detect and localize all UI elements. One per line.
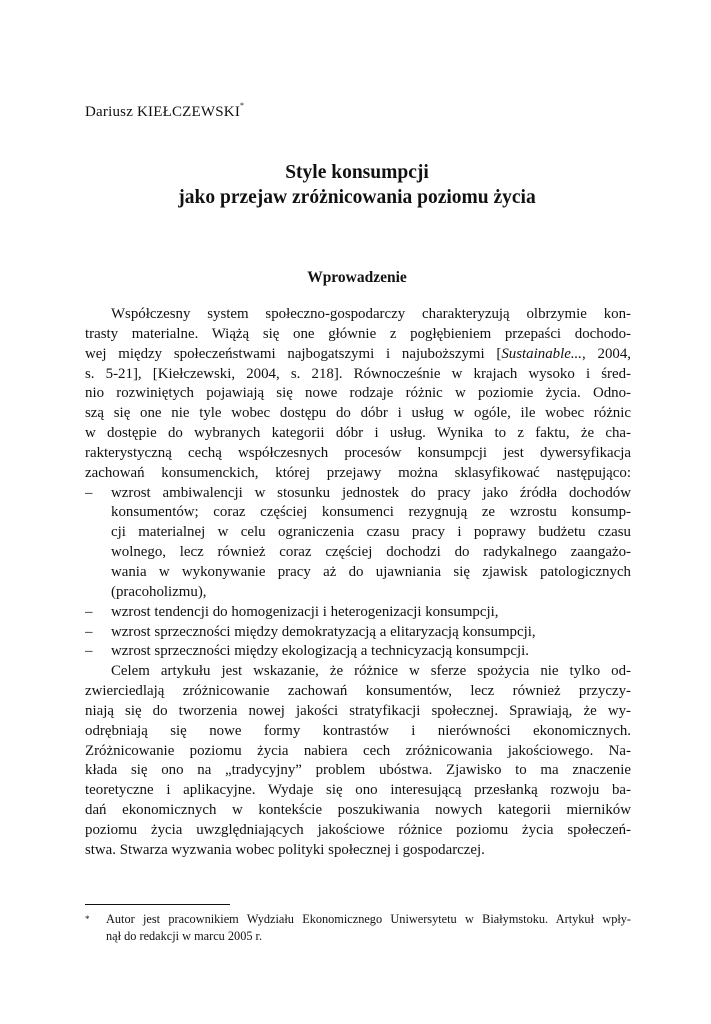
footnote-marker: * xyxy=(85,914,90,924)
body-line: teoretyczne i aplikacyjne. Wydaje się ono interesującą przesłanką rozwoju ba- xyxy=(85,782,631,799)
list-line: wzrost tendencji do homogenizacji i heterogenizacji konsumpcji, xyxy=(111,603,499,620)
body-line: nio rozwiniętych pojawiają się nowe rodzaje różnic w poziomie życia. Odno- xyxy=(85,385,631,402)
list-line: wzrost sprzeczności między ekologizacją a technicyzacją konsumpcji. xyxy=(111,643,529,660)
body-line: dań ekonomicznych w kontekście poszukiwania nowych kategorii mierników xyxy=(85,802,631,819)
article-title xyxy=(85,160,629,210)
body-line: zachowań konsumenckich, której przejawy można sklasyfikować następująco: xyxy=(85,464,631,481)
body-line: poziomu życia uwzględniających jakościowe różnice poziomu życia społeczeń- xyxy=(85,821,631,838)
footnote-text: Autor jest pracownikiem Wydziału Ekonomicznego Uniwersytetu w Białymstoku. Artykuł wpły- xyxy=(106,912,631,926)
body-line: Celem artykułu jest wskazanie, że różnice w sferze spożycia nie tylko od- xyxy=(111,663,631,680)
list-line: wzrost ambiwalencji w stosunku jednostek do pracy jako źródła dochodów xyxy=(111,484,631,501)
body-line: Zróżnicowanie poziomu życia nabiera cech zróżnicowania jakościowego. Na- xyxy=(85,742,631,759)
body-line: stwa. Stwarza wyzwania wobec polityki społecznej i gospodarczej. xyxy=(85,841,485,858)
body-line: kłada się ono na „tradycyjny” problem ubóstwa. Zjawisko to ma znaczenie xyxy=(85,762,631,779)
list-dash: – xyxy=(85,484,93,501)
list-line: (pracoholizmu), xyxy=(111,583,207,600)
citation-post: , 2004, xyxy=(582,345,631,362)
body-line: rakterystyczną cechą współczesnych procesów konsumpcji jest dywersyfikacja xyxy=(85,444,631,461)
list-line: wania w wykonywanie pracy aż do ujawniania się zjawisk patologicznych xyxy=(111,563,631,580)
body-line xyxy=(85,345,631,365)
list-item xyxy=(85,642,631,662)
list-line: wolnego, lecz również coraz częściej dochodzi do radykalnego zaangażo- xyxy=(111,544,631,561)
list-dash: – xyxy=(85,623,93,640)
footnote-line xyxy=(85,911,631,928)
body-line: s. 5-21], [Kiełczewski, 2004, s. 218]. Równocześnie w krajach wysoko i śred- xyxy=(85,365,631,382)
body-line: trasty materialne. Wiążą się one głównie z pogłębieniem przepaści dochodo- xyxy=(85,325,631,342)
body-line: w dostępie do wybranych kategorii dóbr i usług. Wynika to z faktu, że cha- xyxy=(85,425,631,442)
list-item xyxy=(85,603,631,623)
author xyxy=(85,103,244,121)
list-item xyxy=(85,623,631,643)
title-line-1: Style konsumpcji xyxy=(285,162,429,183)
list-dash: – xyxy=(85,603,93,620)
list-line: cji materialnej w celu ograniczenia czasu pracy i poprawy budżetu czasu xyxy=(111,524,631,541)
citation-title: Sustainable... xyxy=(501,345,582,362)
footnote-rule xyxy=(85,904,230,905)
body-line: szą się one nie tyle wobec dostępu do dóbr i usług w ogóle, ile wobec różnic xyxy=(85,405,631,422)
body-line: zwierciedlają zróżnicowanie zachowań konsumentów, lecz również przyczy- xyxy=(85,683,631,700)
author-footnote-marker: * xyxy=(240,101,245,110)
title-line-2: jako przejaw zróżnicowania poziomu życia xyxy=(178,187,536,208)
list-dash: – xyxy=(85,643,93,660)
footnote xyxy=(85,911,631,945)
author-name: Dariusz KIEŁCZEWSKI xyxy=(85,104,241,120)
section-heading: Wprowadzenie xyxy=(307,269,407,286)
body-line: odrębniają się nowe formy kontrastów i nierówności ekonomicznych. xyxy=(85,722,631,739)
list-line: konsumentów; coraz częściej konsumenci rezygnują ze wzrostu konsump- xyxy=(111,504,631,521)
body-text xyxy=(85,305,631,861)
list-item xyxy=(85,484,631,504)
body-line: niają się do tworzenia nowej jakości stratyfikacji społecznej. Sprawiają, że wy- xyxy=(85,702,631,719)
footnote-text: nął do redakcji w marcu 2005 r. xyxy=(106,929,263,943)
citation-pre: wej między społeczeństwami najbogatszymi i najuboższymi [ xyxy=(85,345,502,362)
body-line: Współczesny system społeczno-gospodarczy charakteryzują olbrzymie kon- xyxy=(111,306,631,322)
list-line: wzrost sprzeczności między demokratyzacją a elitaryzacją konsumpcji, xyxy=(111,623,536,640)
